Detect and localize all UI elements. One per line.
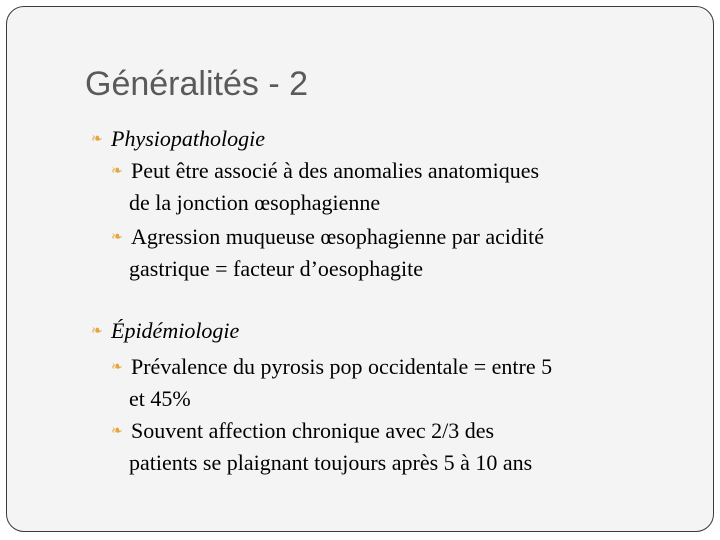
list-item: ❧ Souvent affection chronique avec 2/3 des patients se plaignant toujours après 5 à 10 ans (111, 418, 533, 475)
leaf-bullet-icon: ❧ (111, 424, 123, 439)
leaf-bullet-icon: ❧ (91, 324, 103, 339)
section-heading-physiopathologie: ❧ Physiopathologie (91, 123, 265, 156)
section-heading-epidemiologie: ❧ Épidémiologie (91, 315, 239, 348)
list-item: ❧ Agression muqueuse œsophagienne par acidité gastrique = facteur d’oesophagite (111, 224, 544, 281)
slide-title: Généralités - 2 (85, 65, 308, 103)
leaf-bullet-icon: ❧ (91, 132, 103, 147)
leaf-bullet-icon: ❧ (111, 164, 123, 179)
list-item: ❧ Peut être associé à des anomalies anatomiques de la jonction œsophagienne (111, 158, 540, 215)
list-item: ❧ Prévalence du pyrosis pop occidentale = entre 5 et 45% (111, 354, 553, 411)
leaf-bullet-icon: ❧ (111, 360, 123, 375)
leaf-bullet-icon: ❧ (111, 230, 123, 245)
slide (6, 6, 714, 532)
